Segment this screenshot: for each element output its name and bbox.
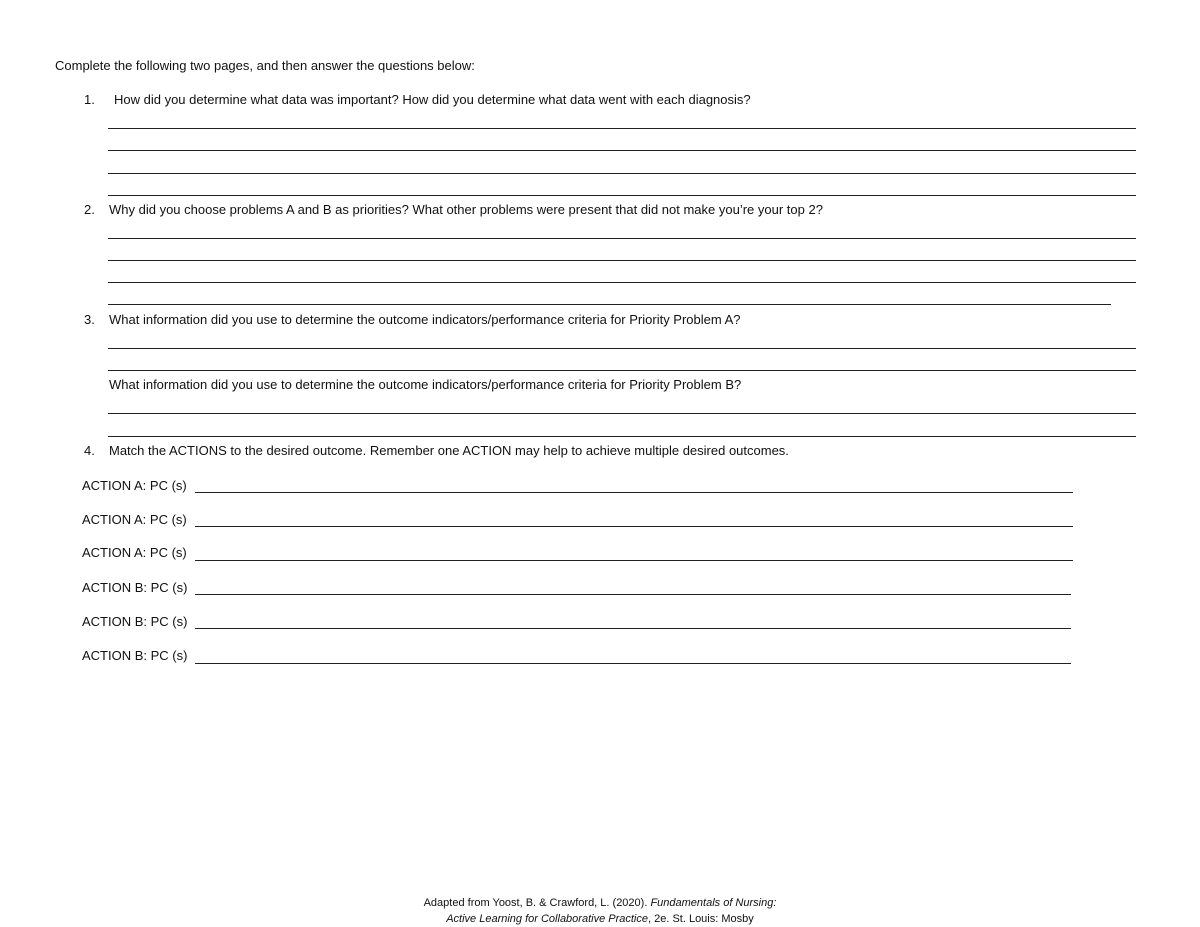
question-1-text: How did you determine what data was important? How did you determine what data went with each diagnosis? [114,92,751,107]
action-answer-line[interactable] [195,594,1071,595]
question-1-number: 1. [84,92,95,107]
answer-line[interactable] [108,370,1136,371]
action-label: ACTION A: PC (s) [82,512,187,527]
citation-line-1 [0,895,1200,911]
question-3a-text: What information did you use to determine the outcome indicators/performance criteria for Priority Problem A? [109,312,741,327]
answer-line[interactable] [108,195,1136,196]
answer-line[interactable] [108,348,1136,349]
question-2-number: 2. [84,202,95,217]
action-answer-line[interactable] [195,526,1073,527]
question-3b-text: What information did you use to determine the outcome indicators/performance criteria for Priority Problem B? [109,377,742,392]
answer-line[interactable] [108,436,1136,437]
citation-title-part-1: Fundamentals of Nursing: [650,897,777,909]
action-label: ACTION B: PC (s) [82,648,188,663]
action-answer-line[interactable] [195,560,1073,561]
answer-line[interactable] [108,282,1136,283]
answer-line[interactable] [108,304,1111,305]
action-label: ACTION B: PC (s) [82,614,188,629]
action-answer-line[interactable] [195,663,1071,664]
question-2-text: Why did you choose problems A and B as priorities? What other problems were present that did not make you’re your top 2? [109,202,823,217]
intro-text: Complete the following two pages, and then answer the questions below: [55,58,475,73]
citation-authors: Adapted from Yoost, B. & Crawford, L. (2020). [423,897,651,909]
answer-line[interactable] [108,238,1136,239]
action-answer-line[interactable] [195,628,1071,629]
question-4-text: Match the ACTIONS to the desired outcome. Remember one ACTION may help to achieve multiple desired outcomes. [109,443,789,458]
question-4-number: 4. [84,443,95,458]
action-label: ACTION B: PC (s) [82,580,188,595]
question-3-number: 3. [84,312,95,327]
action-label: ACTION A: PC (s) [82,478,187,493]
action-answer-line[interactable] [195,492,1073,493]
citation-publisher: , 2e. St. Louis: Mosby [647,913,754,925]
answer-line[interactable] [108,173,1136,174]
answer-line[interactable] [108,128,1136,129]
answer-line[interactable] [108,260,1136,261]
citation-line-2 [0,911,1200,927]
answer-line[interactable] [108,413,1136,414]
citation-title-part-2: Active Learning for Collaborative Practice [446,913,648,925]
action-label: ACTION A: PC (s) [82,545,187,560]
citation-footer [0,895,1200,927]
answer-line[interactable] [108,150,1136,151]
